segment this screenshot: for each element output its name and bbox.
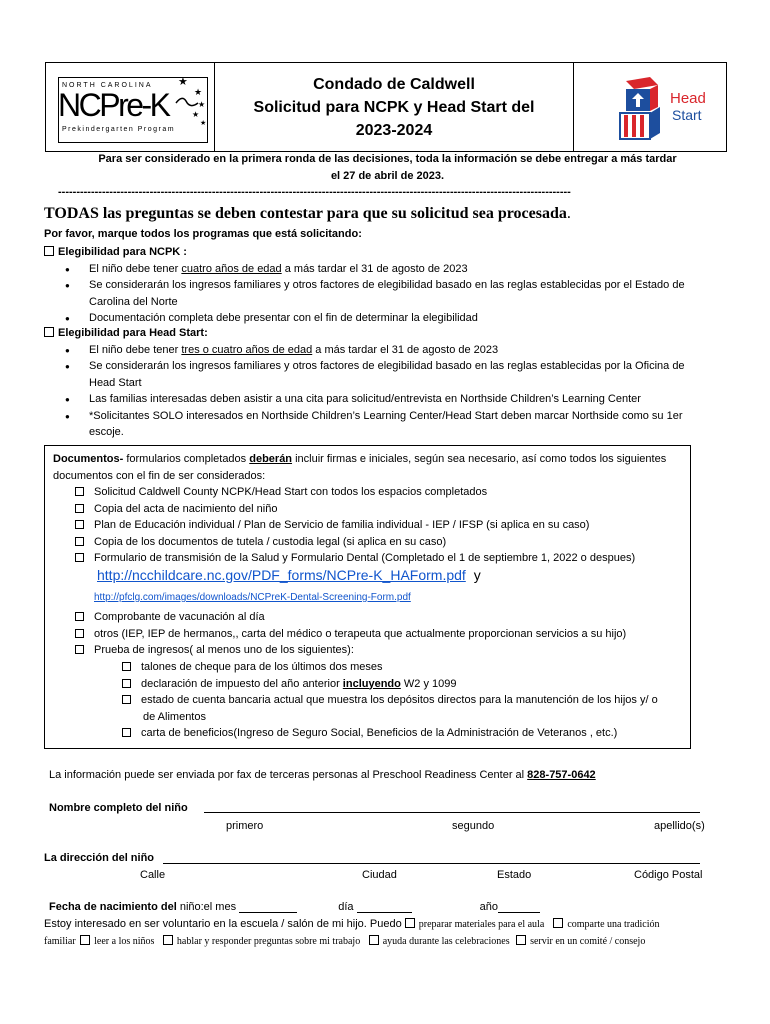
headstart-word-start: Start — [672, 107, 702, 123]
ncpk-label: Elegibilidad para NCPK : — [58, 246, 187, 258]
ncprek-logo — [46, 63, 215, 151]
list-item: ● Documentación completa debe presentar con el fin de determinar la elegibilidad — [44, 310, 724, 327]
address-part-street: Calle — [140, 869, 166, 881]
ncpk-section — [44, 244, 724, 327]
title-county: Condado de Caldwell — [313, 75, 475, 93]
square-bullet-icon — [122, 662, 131, 671]
name-label: Nombre completo del niño — [49, 802, 188, 814]
headstart-checkbox[interactable] — [44, 327, 54, 337]
required-heading — [44, 205, 571, 223]
ncpk-checkbox[interactable] — [44, 246, 54, 256]
volunteer-checkbox[interactable] — [80, 935, 90, 945]
logo-brand: NCPre-K — [58, 87, 169, 123]
logo-state: NORTH CAROLINA — [62, 82, 153, 89]
documents-list — [75, 484, 685, 567]
list-item: Prueba de ingresos( al menos uno de los siguientes): — [75, 642, 685, 659]
list-item: declaración de impuesto del año anterior incluyendo W2 y 1099 — [122, 676, 682, 693]
dob-month-label: niño:el mes — [176, 901, 237, 913]
income-list — [122, 659, 682, 742]
svg-text:★: ★ — [198, 100, 206, 109]
title-year: 2023-2024 — [355, 121, 433, 139]
documents-list-2 — [75, 609, 685, 659]
square-bullet-icon — [75, 520, 84, 529]
volunteer-option[interactable]: leer a los niños — [80, 936, 154, 947]
volunteer-option[interactable]: hablar y responder preguntas sobre mi trabajo — [163, 936, 360, 947]
title-program: Solicitud para NCPK y Head Start del — [253, 98, 535, 116]
list-item: Solicitud Caldwell County NCPK/Head Start con todos los espacios completados — [75, 484, 685, 501]
required-heading-text: TODAS las preguntas se deben contestar para que su solicitud sea procesada — [44, 205, 567, 222]
list-item: otros (IEP, IEP de hermanos,, carta del médico o terapeuta que actualmente proporcionan servicios a su hijo) — [75, 626, 685, 643]
volunteer-option[interactable]: comparte una tradición — [553, 919, 659, 930]
dob-day-field[interactable] — [357, 902, 412, 913]
header-table — [45, 62, 727, 152]
svg-text:★: ★ — [200, 120, 207, 127]
dob-year-field[interactable] — [498, 902, 540, 913]
dob-label: Fecha de nacimiento del — [49, 901, 177, 913]
square-bullet-icon — [75, 629, 84, 638]
dob-year-label: año — [479, 901, 498, 913]
name-part-last: apellido(s) — [654, 820, 705, 832]
square-bullet-icon — [122, 679, 131, 688]
intro-line-1: Para ser considerado en la primera ronda de las decisiones, toda la información se debe entregar a más tardar — [98, 153, 677, 165]
list-item: ● El niño debe tener tres o cuatro años de edad a más tardar el 31 de agosto de 2023 — [44, 342, 724, 359]
stars-icon — [174, 73, 210, 133]
svg-text:★: ★ — [178, 76, 188, 88]
link-conjunction: y — [473, 567, 481, 583]
intro-line-2: el 27 de abril de 2023. — [330, 170, 445, 182]
list-item: carta de beneficios(Ingreso de Seguro Social, Beneficios de la Administración de Veteranos , etc.) — [122, 725, 682, 742]
volunteer-row-1 — [44, 918, 764, 930]
headstart-section — [44, 325, 724, 441]
list-item: Formulario de transmisión de la Salud y Formulario Dental (Completado el 1 de septiembre 1, 2022 o despues) — [75, 550, 685, 567]
square-bullet-icon — [75, 487, 84, 496]
title-block — [215, 63, 574, 151]
headstart-option[interactable] — [44, 325, 724, 342]
dash-divider: -------------------------------------------------------------------------------------------------------------------------------------------- — [58, 186, 571, 198]
headstart-word-head: Head — [670, 90, 706, 107]
address-part-zip: Código Postal — [634, 869, 703, 881]
documents-lead: Documentos- formularios completados deberán incluir firmas e iniciales, según sea necesario, así como todos los siguientes documentos con el fin de ser considerados: — [53, 453, 667, 482]
required-heading-period: . — [566, 205, 571, 222]
volunteer-prefix: familiar — [44, 936, 76, 947]
list-item: ● Se considerarán los ingresos familiares y otros factores de elegibilidad basado en las reglas establecidas por la Oficina de Head Start — [44, 358, 724, 391]
square-bullet-icon — [75, 504, 84, 513]
dob-month-field[interactable] — [239, 902, 297, 913]
square-bullet-icon — [75, 612, 84, 621]
list-item: ● Se considerarán los ingresos familiares y otros factores de elegibilidad basado en las reglas establecidas por el Estado de Carolina del Norte — [44, 277, 724, 310]
volunteer-option[interactable]: ayuda durante las celebraciones — [369, 936, 510, 947]
headstart-criteria — [44, 342, 724, 441]
svg-text:★: ★ — [194, 87, 203, 97]
health-form-link[interactable]: http://ncchildcare.nc.gov/PDF_forms/NCPre-K_HAForm.pdf — [97, 567, 466, 583]
address-part-city: Ciudad — [362, 869, 397, 881]
instructions: Por favor, marque todos los programas que está solicitando: — [44, 228, 362, 240]
name-part-first: primero — [226, 820, 264, 832]
square-bullet-icon — [122, 695, 131, 704]
ncpk-option[interactable] — [44, 244, 724, 261]
list-item: estado de cuenta bancaria actual que muestra los depósitos directos para la manutención de los hijos y/ o de Alimentos — [122, 692, 682, 725]
headstart-logo — [574, 63, 726, 151]
square-bullet-icon — [75, 553, 84, 562]
fax-number[interactable]: 828-757-0642 — [527, 769, 596, 781]
health-form-link-row — [97, 567, 481, 583]
volunteer-checkbox[interactable] — [553, 918, 563, 928]
volunteer-row-2 — [44, 935, 764, 947]
volunteer-option[interactable]: preparar materiales para el aula — [405, 919, 544, 930]
list-item: talones de cheque para de los últimos dos meses — [122, 659, 682, 676]
list-item: Copia del acta de nacimiento del niño — [75, 501, 685, 518]
address-part-state: Estado — [497, 869, 532, 881]
volunteer-checkbox[interactable] — [163, 935, 173, 945]
square-bullet-icon — [122, 728, 131, 737]
volunteer-option[interactable]: servir en un comité / consejo — [516, 936, 645, 947]
list-item: Comprobante de vacunación al día — [75, 609, 685, 626]
dental-form-link[interactable]: http://pfclg.com/images/downloads/NCPreK-Dental-Screening-Form.pdf — [94, 592, 411, 603]
name-part-middle: segundo — [452, 820, 495, 832]
square-bullet-icon — [75, 645, 84, 654]
dob-day-label: día — [338, 901, 354, 913]
volunteer-checkbox[interactable] — [369, 935, 379, 945]
documents-box — [44, 445, 691, 749]
list-item: ● El niño debe tener cuatro años de edad a más tardar el 31 de agosto de 2023 — [44, 261, 724, 278]
list-item: Plan de Educación individual / Plan de Servicio de familia individual - IEP / IFSP (si aplica en su caso) — [75, 517, 685, 534]
headstart-blocks-icon — [616, 73, 674, 143]
fax-line: La información puede ser enviada por fax de terceras personas al Preschool Readiness Center al 828-757-0642 — [49, 769, 596, 781]
list-item: Copia de los documentos de tutela / custodia legal (si aplica en su caso) — [75, 534, 685, 551]
address-field[interactable] — [163, 862, 700, 864]
volunteer-intro: Estoy interesado en ser voluntario en la escuela / salón de mi hijo. Puedo — [44, 918, 405, 930]
name-field[interactable] — [204, 811, 700, 813]
list-item: ● Las familias interesadas deben asistir a una cita para solicitud/entrevista en Northside Children’s Learning Center — [44, 391, 724, 408]
ncpk-criteria — [44, 261, 724, 327]
square-bullet-icon — [75, 537, 84, 546]
dob-row — [49, 901, 729, 913]
logo-sub: Prekindergarten Program — [62, 126, 176, 133]
volunteer-checkbox[interactable] — [405, 918, 415, 928]
address-label: La dirección del niño — [44, 852, 155, 864]
headstart-label: Elegibilidad para Head Start: — [58, 327, 208, 339]
list-item: ● *Solicitantes SOLO interesados en Northside Children’s Learning Center/Head Start deben marcar Northside como su 1er escoje. — [44, 408, 724, 441]
volunteer-checkbox[interactable] — [516, 935, 526, 945]
svg-text:★: ★ — [192, 110, 200, 119]
